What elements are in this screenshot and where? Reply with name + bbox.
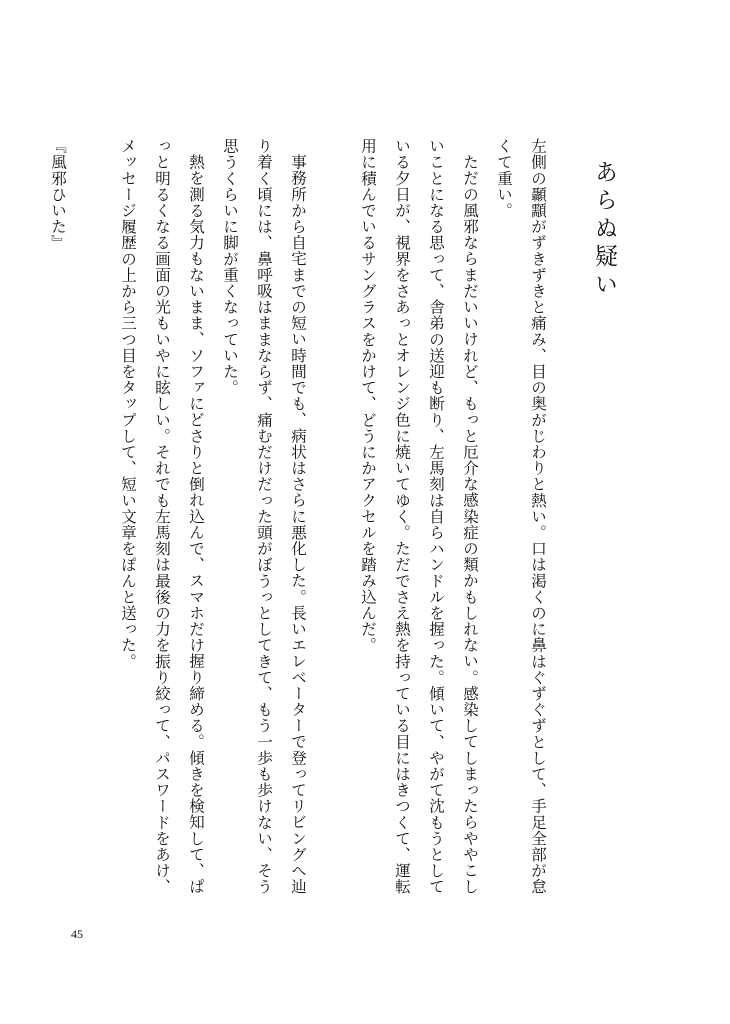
paragraph-4: 熱を測る気力もないまま、ソファにどさりと倒れ込んで、スマホだけ握り締める。傾きを検知して、ぱっと明るくなる画面の光もいやに眩しい。それでも左馬刻は最後の力を振り絞って、パスワードをあけ、メッセージ履歴の上から三つ目をタップして、短い文章をぽんと送った。 [119,138,205,895]
paragraph-5: 『風邪ひいた』 [49,138,67,251]
body-text [41,138,555,908]
paragraph-1: 左側の顳顬がずきずきと痛み、目の奥がじわりと熱い。口は渇くのに鼻はぐずぐずとして、手足全部が怠くて重い。 [495,138,547,895]
chapter-title: あらぬ疑い [591,160,617,300]
paragraph-3: 事務所から自宅までの短い時間でも、病状はさらに悪化した。長いエレベーターで登ってリビングへ辿り着く頃には、鼻呼吸はままならず、痛むだけだった頭がぼうっとしてきて、もう一歩も歩けない、そう思うくらいに脚が重くなっていた。 [221,138,307,895]
page-number: 45 [71,927,83,941]
paragraph-2: ただの風邪ならまだいいけれど、もっと厄介な感染症の類かもしれない。感染してしまったらややこしいことになる思って、舎弟の送迎も断り、左馬刻は自らハンドルを握った。傾いて、やがて沈もうとしている夕日が、視界をさあっとオレンジ色に焼いてゆく。ただでさえ熱を持っている目にはきつくて、運転用に積んでいるサングラスをかけて、どうにかアクセルを踏み込んだ。 [359,138,479,895]
